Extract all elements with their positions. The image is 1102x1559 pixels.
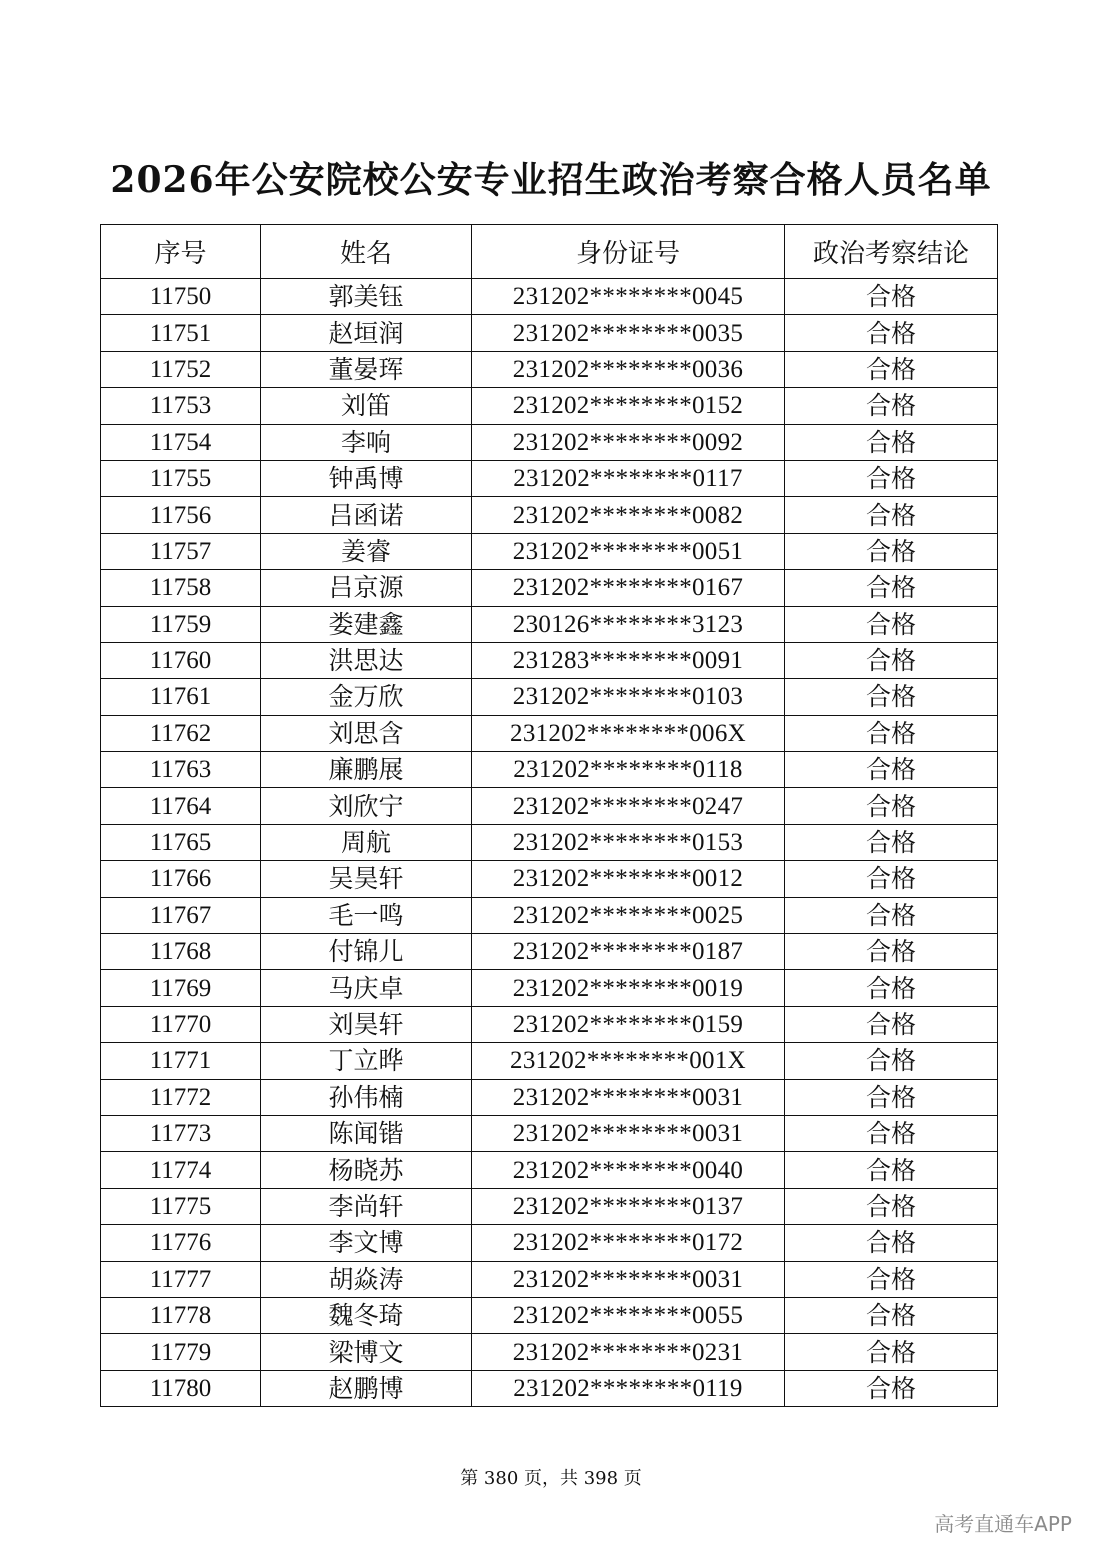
result-cell: 合格	[785, 1225, 998, 1261]
table-row	[101, 679, 998, 715]
name-cell: 吕京源	[261, 570, 472, 606]
result-cell: 合格	[785, 897, 998, 933]
table-row	[101, 970, 998, 1006]
table-row	[101, 315, 998, 351]
table-row	[101, 1152, 998, 1188]
serial-number-cell: 11757	[101, 533, 261, 569]
result-cell: 合格	[785, 1115, 998, 1151]
result-cell: 合格	[785, 679, 998, 715]
name-cell: 廉鹏展	[261, 752, 472, 788]
serial-number-cell: 11752	[101, 351, 261, 387]
table-row	[101, 497, 998, 533]
id-number-cell: 231202********001X	[472, 1043, 785, 1079]
table-row	[101, 1006, 998, 1042]
result-cell: 合格	[785, 1006, 998, 1042]
result-cell: 合格	[785, 788, 998, 824]
id-number-cell: 231202********0153	[472, 824, 785, 860]
name-cell: 付锦儿	[261, 934, 472, 970]
id-number-cell: 231202********0035	[472, 315, 785, 351]
id-number-cell: 231202********0118	[472, 752, 785, 788]
result-cell: 合格	[785, 279, 998, 315]
name-cell: 赵垣润	[261, 315, 472, 351]
serial-number-cell: 11774	[101, 1152, 261, 1188]
id-number-cell: 231202********0172	[472, 1225, 785, 1261]
id-number-cell: 230126********3123	[472, 606, 785, 642]
table-header-row	[101, 225, 998, 279]
serial-number-cell: 11777	[101, 1261, 261, 1297]
roster-table	[100, 224, 998, 1407]
page-footer: 第 380 页，共 398 页	[460, 1468, 642, 1489]
name-cell: 钟禹博	[261, 460, 472, 496]
table-row	[101, 824, 998, 860]
table-row	[101, 715, 998, 751]
name-cell: 刘笛	[261, 388, 472, 424]
result-cell: 合格	[785, 1079, 998, 1115]
serial-number-cell: 11762	[101, 715, 261, 751]
id-number-cell: 231202********0051	[472, 533, 785, 569]
result-cell: 合格	[785, 570, 998, 606]
document-title: 2026年公安院校公安专业招生政治考察合格人员名单	[110, 159, 992, 201]
result-cell: 合格	[785, 970, 998, 1006]
id-number-cell: 231202********0082	[472, 497, 785, 533]
name-cell: 马庆卓	[261, 970, 472, 1006]
result-cell: 合格	[785, 1043, 998, 1079]
result-cell: 合格	[785, 388, 998, 424]
serial-number-cell: 11770	[101, 1006, 261, 1042]
name-cell: 董晏珲	[261, 351, 472, 387]
serial-number-cell: 11751	[101, 315, 261, 351]
id-number-cell: 231283********0091	[472, 642, 785, 678]
id-number-cell: 231202********0152	[472, 388, 785, 424]
id-number-cell: 231202********0167	[472, 570, 785, 606]
name-cell: 梁博文	[261, 1334, 472, 1370]
result-cell: 合格	[785, 460, 998, 496]
table-row	[101, 1043, 998, 1079]
id-number-cell: 231202********0055	[472, 1297, 785, 1333]
id-number-cell: 231202********0117	[472, 460, 785, 496]
table-row	[101, 1334, 998, 1370]
serial-number-cell: 11769	[101, 970, 261, 1006]
serial-number-cell: 11750	[101, 279, 261, 315]
id-number-cell: 231202********0119	[472, 1370, 785, 1406]
id-number-cell: 231202********0040	[472, 1152, 785, 1188]
serial-number-cell: 11778	[101, 1297, 261, 1333]
name-cell: 李文博	[261, 1225, 472, 1261]
table-row	[101, 1261, 998, 1297]
result-cell: 合格	[785, 1334, 998, 1370]
name-cell: 吕函诺	[261, 497, 472, 533]
name-cell: 金万欣	[261, 679, 472, 715]
result-cell: 合格	[785, 1370, 998, 1406]
table-row	[101, 606, 998, 642]
name-cell: 洪思达	[261, 642, 472, 678]
result-cell: 合格	[785, 1261, 998, 1297]
name-cell: 刘欣宁	[261, 788, 472, 824]
table-row	[101, 424, 998, 460]
id-number-cell: 231202********0159	[472, 1006, 785, 1042]
serial-number-cell: 11756	[101, 497, 261, 533]
table-row	[101, 388, 998, 424]
name-cell: 赵鹏博	[261, 1370, 472, 1406]
result-cell: 合格	[785, 497, 998, 533]
table-row	[101, 533, 998, 569]
serial-number-cell: 11771	[101, 1043, 261, 1079]
table-row	[101, 1079, 998, 1115]
result-cell: 合格	[785, 1152, 998, 1188]
id-number-cell: 231202********0031	[472, 1115, 785, 1151]
name-cell: 杨晓苏	[261, 1152, 472, 1188]
name-cell: 李尚轩	[261, 1188, 472, 1224]
id-number-cell: 231202********006X	[472, 715, 785, 751]
header-serial-number: 序号	[101, 225, 261, 279]
name-cell: 胡焱涛	[261, 1261, 472, 1297]
table-row	[101, 460, 998, 496]
id-number-cell: 231202********0036	[472, 351, 785, 387]
name-cell: 吴昊轩	[261, 861, 472, 897]
result-cell: 合格	[785, 752, 998, 788]
name-cell: 郭美钰	[261, 279, 472, 315]
serial-number-cell: 11764	[101, 788, 261, 824]
serial-number-cell: 11780	[101, 1370, 261, 1406]
serial-number-cell: 11759	[101, 606, 261, 642]
result-cell: 合格	[785, 351, 998, 387]
serial-number-cell: 11773	[101, 1115, 261, 1151]
id-number-cell: 231202********0012	[472, 861, 785, 897]
watermark-text: 高考直通车APP	[934, 1512, 1072, 1536]
result-cell: 合格	[785, 1297, 998, 1333]
name-cell: 刘昊轩	[261, 1006, 472, 1042]
id-number-cell: 231202********0045	[472, 279, 785, 315]
table-row	[101, 1370, 998, 1406]
name-cell: 毛一鸣	[261, 897, 472, 933]
name-cell: 姜睿	[261, 533, 472, 569]
name-cell: 周航	[261, 824, 472, 860]
serial-number-cell: 11779	[101, 1334, 261, 1370]
result-cell: 合格	[785, 424, 998, 460]
serial-number-cell: 11766	[101, 861, 261, 897]
result-cell: 合格	[785, 1188, 998, 1224]
table-row	[101, 642, 998, 678]
table-row	[101, 1225, 998, 1261]
table-row	[101, 279, 998, 315]
table-row	[101, 570, 998, 606]
table-body	[101, 279, 998, 1407]
serial-number-cell: 11767	[101, 897, 261, 933]
serial-number-cell: 11775	[101, 1188, 261, 1224]
serial-number-cell: 11761	[101, 679, 261, 715]
table-row	[101, 752, 998, 788]
serial-number-cell: 11776	[101, 1225, 261, 1261]
header-id-number: 身份证号	[472, 225, 785, 279]
result-cell: 合格	[785, 934, 998, 970]
table-row	[101, 1188, 998, 1224]
serial-number-cell: 11758	[101, 570, 261, 606]
id-number-cell: 231202********0031	[472, 1079, 785, 1115]
header-name: 姓名	[261, 225, 472, 279]
id-number-cell: 231202********0031	[472, 1261, 785, 1297]
header-political-review-result: 政治考察结论	[785, 225, 998, 279]
result-cell: 合格	[785, 606, 998, 642]
name-cell: 娄建鑫	[261, 606, 472, 642]
result-cell: 合格	[785, 861, 998, 897]
table-row	[101, 861, 998, 897]
table-row	[101, 788, 998, 824]
id-number-cell: 231202********0025	[472, 897, 785, 933]
table-row	[101, 1297, 998, 1333]
name-cell: 刘思含	[261, 715, 472, 751]
name-cell: 陈闻锴	[261, 1115, 472, 1151]
result-cell: 合格	[785, 824, 998, 860]
serial-number-cell: 11760	[101, 642, 261, 678]
serial-number-cell: 11763	[101, 752, 261, 788]
result-cell: 合格	[785, 642, 998, 678]
id-number-cell: 231202********0247	[472, 788, 785, 824]
serial-number-cell: 11755	[101, 460, 261, 496]
result-cell: 合格	[785, 715, 998, 751]
id-number-cell: 231202********0231	[472, 1334, 785, 1370]
serial-number-cell: 11765	[101, 824, 261, 860]
serial-number-cell: 11753	[101, 388, 261, 424]
serial-number-cell: 11754	[101, 424, 261, 460]
id-number-cell: 231202********0103	[472, 679, 785, 715]
table-row	[101, 934, 998, 970]
id-number-cell: 231202********0137	[472, 1188, 785, 1224]
name-cell: 孙伟楠	[261, 1079, 472, 1115]
name-cell: 魏冬琦	[261, 1297, 472, 1333]
result-cell: 合格	[785, 533, 998, 569]
id-number-cell: 231202********0092	[472, 424, 785, 460]
result-cell: 合格	[785, 315, 998, 351]
id-number-cell: 231202********0187	[472, 934, 785, 970]
table-row	[101, 1115, 998, 1151]
table-row	[101, 897, 998, 933]
table-row	[101, 351, 998, 387]
name-cell: 李响	[261, 424, 472, 460]
id-number-cell: 231202********0019	[472, 970, 785, 1006]
name-cell: 丁立晔	[261, 1043, 472, 1079]
serial-number-cell: 11772	[101, 1079, 261, 1115]
serial-number-cell: 11768	[101, 934, 261, 970]
